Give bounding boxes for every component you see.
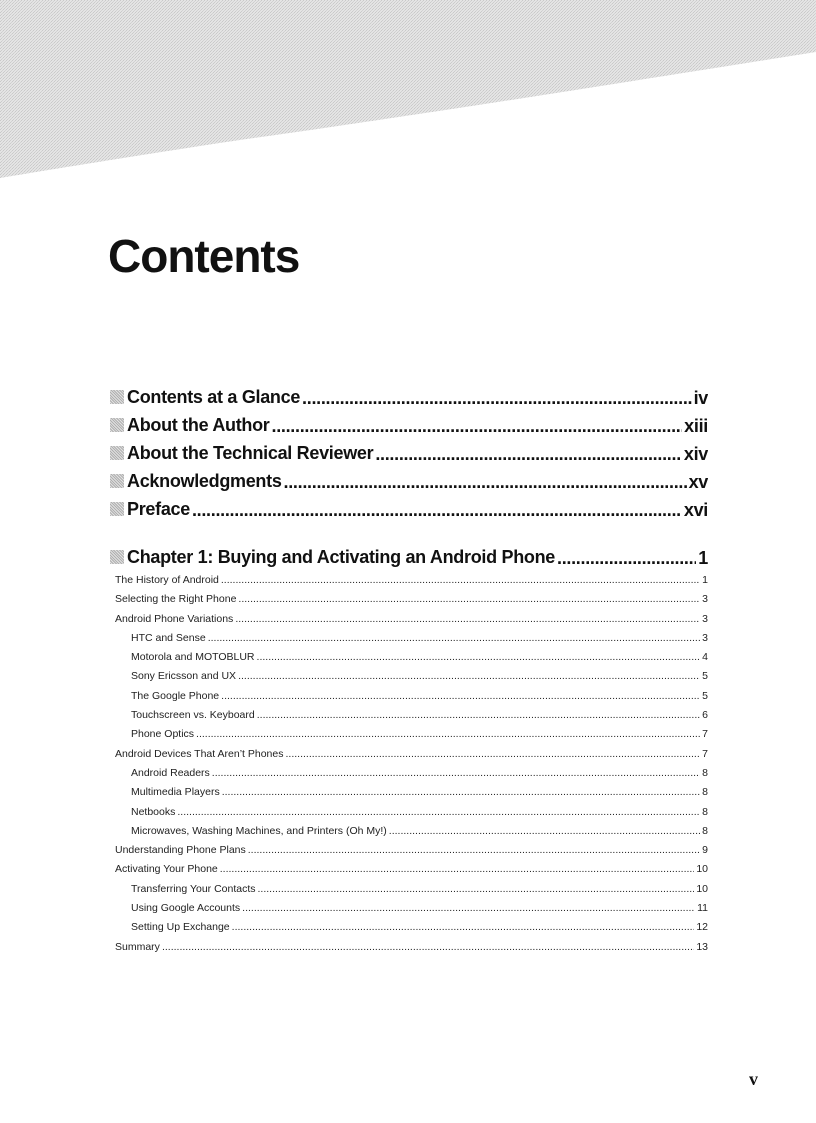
dot-leader xyxy=(177,803,700,822)
toc-entry-label: Chapter 1: Buying and Activating an Android Phone xyxy=(127,547,555,567)
page-title: Contents xyxy=(108,230,300,282)
dot-leader xyxy=(375,440,682,467)
heading-marker-icon xyxy=(110,502,124,516)
toc-entry-title xyxy=(110,495,190,523)
toc-page-number: xiii xyxy=(684,416,708,436)
toc-entry-row xyxy=(110,745,708,764)
toc-entry-title xyxy=(131,706,255,725)
toc-entry-label: Android Phone Variations xyxy=(115,612,234,625)
toc-page-number: 10 xyxy=(696,863,708,876)
toc-page-number: 10 xyxy=(696,882,708,895)
toc-entry-label: Microwaves, Washing Machines, and Printers (Oh My!) xyxy=(131,824,387,837)
dot-leader xyxy=(232,918,695,937)
toc-heading-row xyxy=(110,411,708,439)
toc-entry-row xyxy=(110,687,708,706)
dot-leader xyxy=(220,860,695,879)
toc-entry-row xyxy=(110,725,708,744)
dot-leader xyxy=(238,667,700,686)
toc-entry-title xyxy=(131,880,256,899)
dot-leader xyxy=(222,783,700,802)
toc-entry-row xyxy=(110,841,708,860)
toc-entry-row xyxy=(110,880,708,899)
toc-entry-row xyxy=(110,610,708,629)
toc-page-number: 13 xyxy=(696,940,708,953)
toc-entry-label: Using Google Accounts xyxy=(131,902,241,915)
toc-page-number: xv xyxy=(688,472,708,492)
toc-entry-label: About the Author xyxy=(127,415,270,435)
toc-page-number: xiv xyxy=(683,444,708,464)
toc-entry-row xyxy=(110,629,708,648)
toc-entry-title xyxy=(115,571,219,590)
toc-page-number: 5 xyxy=(702,670,708,683)
dot-leader xyxy=(235,610,700,629)
toc-entry-label: HTC and Sense xyxy=(131,631,206,644)
toc-entry-title xyxy=(110,439,373,467)
dot-leader xyxy=(257,648,701,667)
toc-entry-label: Setting Up Exchange xyxy=(131,921,230,934)
toc-entry-title xyxy=(131,725,194,744)
toc-heading-row xyxy=(110,439,708,467)
dot-leader xyxy=(221,571,700,590)
toc-page-number: 12 xyxy=(696,921,708,934)
toc-heading-row xyxy=(110,467,708,495)
toc-entry-row xyxy=(110,764,708,783)
dot-leader xyxy=(302,384,692,411)
toc-entry-title xyxy=(110,411,270,439)
toc-entry-row xyxy=(110,918,708,937)
toc-entry-label: The History of Android xyxy=(115,574,219,586)
toc-entry-title xyxy=(131,918,230,937)
toc-entry-title xyxy=(110,543,555,571)
toc-entry-title xyxy=(131,764,210,783)
heading-marker-icon xyxy=(110,418,124,432)
toc-entry-title xyxy=(115,610,233,629)
toc-page-number: 7 xyxy=(702,747,708,760)
toc-page-number: 7 xyxy=(702,728,708,741)
toc-entry-label: About the Technical Reviewer xyxy=(127,443,374,463)
dot-leader xyxy=(286,745,701,764)
dot-leader xyxy=(242,899,695,918)
toc-page-number: 3 xyxy=(702,593,708,606)
dot-leader xyxy=(248,841,700,860)
toc-page-number: xvi xyxy=(683,500,708,520)
toc-entry-title xyxy=(115,590,236,609)
toc-entry-row xyxy=(110,803,708,822)
toc-entry-row xyxy=(110,860,708,879)
toc-entry-label: Motorola and MOTOBLUR xyxy=(131,651,255,664)
toc-page-number: 6 xyxy=(702,709,708,722)
toc-entry-title xyxy=(110,383,300,411)
toc-entry-title xyxy=(131,648,255,667)
toc-page-number: 9 xyxy=(702,844,708,857)
dot-leader xyxy=(221,687,700,706)
toc-page-number: 8 xyxy=(702,786,708,799)
toc-heading-row xyxy=(110,495,708,523)
dot-leader xyxy=(162,938,694,957)
heading-marker-icon xyxy=(110,550,124,564)
toc-entry-row xyxy=(110,783,708,802)
toc-page-number: iv xyxy=(693,388,708,408)
dot-leader xyxy=(196,725,700,744)
toc-entry-title xyxy=(115,860,218,879)
toc-entry-title xyxy=(131,783,220,802)
toc-page-number: 1 xyxy=(702,574,708,586)
toc-entry-title xyxy=(131,629,206,648)
toc-entry-label: Phone Optics xyxy=(131,728,195,741)
toc-heading-row xyxy=(110,383,708,411)
dot-leader xyxy=(212,764,700,783)
toc-entry-label: Android Devices That Aren’t Phones xyxy=(115,747,284,760)
heading-marker-icon xyxy=(110,390,124,404)
dot-leader xyxy=(557,544,696,571)
toc-page-number: 1 xyxy=(698,548,708,568)
toc-heading-row xyxy=(110,543,708,571)
toc-entry-label: Multimedia Players xyxy=(131,786,220,799)
toc-entry-label: Preface xyxy=(127,499,190,519)
toc-entry-title xyxy=(110,467,282,495)
toc-entry-title xyxy=(131,899,240,918)
toc-entry-row xyxy=(110,571,708,590)
table-of-contents xyxy=(110,383,708,957)
toc-entry-label: Sony Ericsson and UX xyxy=(131,670,237,683)
page-number: v xyxy=(749,1069,758,1089)
toc-page-number: 8 xyxy=(702,824,708,837)
toc-entry-label: Touchscreen vs. Keyboard xyxy=(131,709,255,722)
dot-leader xyxy=(272,412,683,439)
dot-leader xyxy=(192,496,682,523)
toc-page-number: 11 xyxy=(697,902,708,915)
toc-entry-row xyxy=(110,648,708,667)
toc-entry-title xyxy=(115,938,160,957)
toc-page-number: 5 xyxy=(702,689,708,702)
dot-leader xyxy=(238,590,700,609)
toc-page-number: 3 xyxy=(702,631,708,644)
toc-entry-label: Android Readers xyxy=(131,766,210,779)
dot-leader xyxy=(284,468,687,495)
dot-leader xyxy=(257,706,700,725)
toc-entry-row xyxy=(110,590,708,609)
toc-entry-label: Activating Your Phone xyxy=(115,863,218,876)
toc-entry-row xyxy=(110,706,708,725)
toc-entry-row xyxy=(110,938,708,957)
toc-page-number: 3 xyxy=(702,612,708,625)
heading-marker-icon xyxy=(110,474,124,488)
toc-entry-label: Netbooks xyxy=(131,805,176,818)
toc-entry-row xyxy=(110,667,708,686)
dot-leader xyxy=(208,629,700,648)
toc-entry-title xyxy=(115,841,246,860)
toc-entry-label: Acknowledgments xyxy=(127,471,282,491)
toc-entry-label: The Google Phone xyxy=(131,689,220,702)
heading-marker-icon xyxy=(110,446,124,460)
toc-entry-title xyxy=(131,667,236,686)
toc-entry-row xyxy=(110,822,708,841)
toc-entry-label: Understanding Phone Plans xyxy=(115,844,246,857)
toc-entry-label: Contents at a Glance xyxy=(127,387,301,407)
toc-entry-title xyxy=(131,687,219,706)
toc-entry-label: Selecting the Right Phone xyxy=(115,593,237,606)
header-band xyxy=(0,0,816,200)
toc-entry-label: Summary xyxy=(115,940,160,953)
toc-page-number: 4 xyxy=(702,651,708,664)
toc-page-number: 8 xyxy=(702,766,708,779)
dot-leader xyxy=(258,880,695,899)
toc-page-number: 8 xyxy=(702,805,708,818)
toc-entry-title xyxy=(115,745,284,764)
dot-leader xyxy=(389,822,700,841)
toc-entry-label: Transferring Your Contacts xyxy=(131,882,256,895)
toc-entry-title xyxy=(131,803,175,822)
toc-entry-row xyxy=(110,899,708,918)
toc-entry-title xyxy=(131,822,387,841)
